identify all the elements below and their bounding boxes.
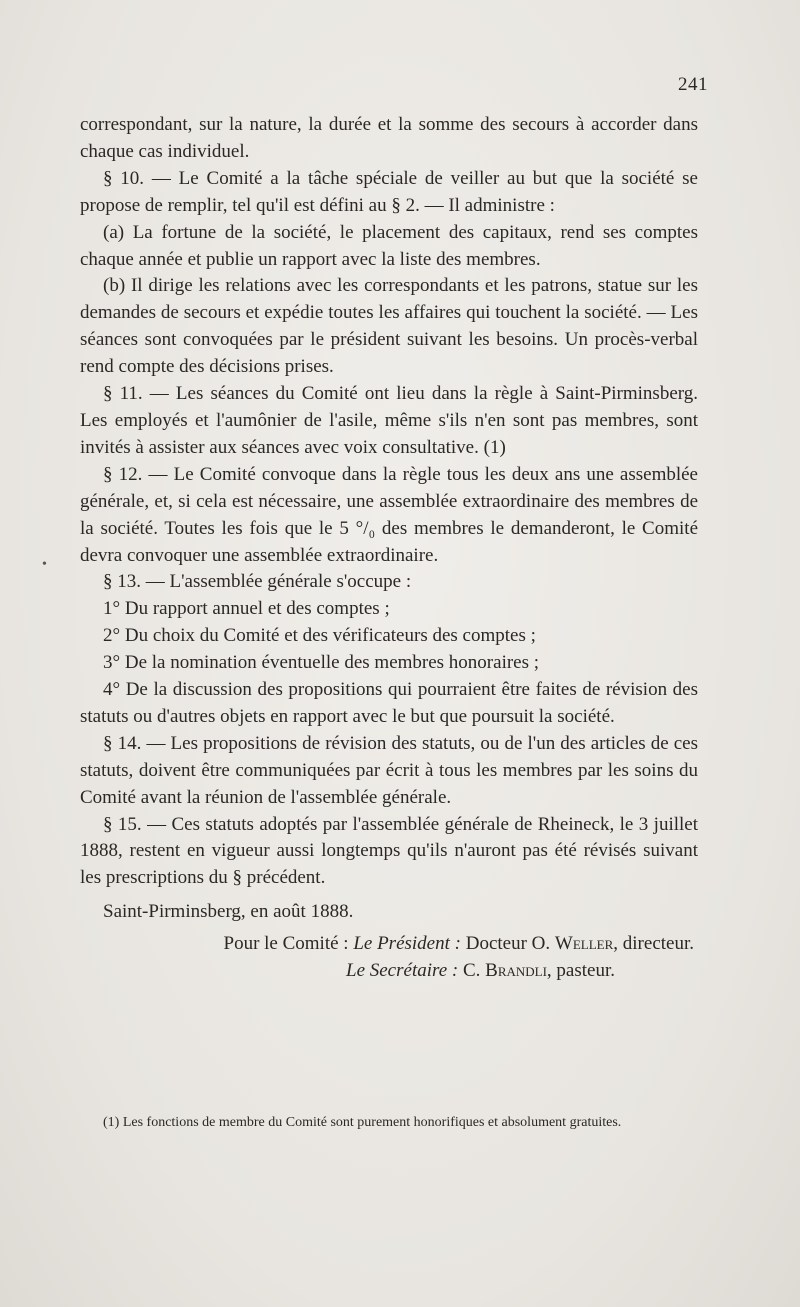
paragraph-continuation: correspondant, sur la nature, la durée et la somme des secours à accorder dans chaque cas individuel. — [80, 114, 698, 162]
president-role: Le Président : — [353, 933, 461, 955]
president-suffix: , directeur. — [613, 933, 694, 955]
secretary-name: Brandli — [485, 960, 547, 982]
article-11: § 11. — Les séances du Comité ont lieu dans la règle à Saint-Pirminsberg. Les employés et l'aumônier de l'asile, même s'ils n'en sont pas membres, sont invités à assister aux séances avec voix consultative. (1) — [80, 383, 698, 458]
president-name: Weller — [554, 933, 614, 955]
article-13-item-3: 3° De la nomination éventuelle des membres honoraires ; — [103, 652, 540, 674]
signature-secretary — [80, 958, 698, 985]
article-10-b: (b) Il dirige les relations avec les correspondants et les patrons, statue sur les demandes de secours et expédie toutes les affaires qui touchent la société. — Les séances sont convoquées par le président suivant les besoins. Un procès-verbal rend compte des décisions prises. — [80, 275, 698, 378]
margin-mark: • — [42, 557, 47, 572]
secretary-initial: C. — [462, 960, 481, 982]
article-12: § 12. — Le Comité convoque dans la règle tous les deux ans une assemblée générale, et, si cela est nécessaire, une assemblée extraordinaire des membres de la société. Toutes les fois que le 5 °/₀ des membres le demanderont, le Comité devra convoquer une assemblée extraordinaire. — [80, 463, 698, 566]
secretary-role: Le Secrétaire : — [346, 960, 459, 982]
footnote: (1) Les fonctions de membre du Comité sont purement honorifiques et absolument gratuites. — [103, 1115, 622, 1130]
signature-president — [80, 931, 698, 958]
article-14: § 14. — Les propositions de révision des statuts, ou de l'un des articles de ces statuts, doivent être communiquées par écrit à tous les membres par les soins du Comité avant la réunion de l'assemblée générale. — [80, 732, 698, 808]
article-10: § 10. — Le Comité a la tâche spéciale de veiller au but que la société se propose de remplir, tel qu'il est défini au § 2. — Il administre : — [80, 167, 698, 216]
committee-label: Pour le Comité : — [223, 933, 349, 955]
article-13-item-1: 1° Du rapport annuel et des comptes ; — [103, 598, 390, 620]
body-text — [80, 112, 698, 985]
secretary-suffix: , pasteur. — [546, 960, 615, 982]
president-title: Docteur O. — [465, 933, 551, 955]
page-number: 241 — [678, 74, 708, 95]
article-15: § 15. — Ces statuts adoptés par l'assemblée générale de Rheineck, le 3 juillet 1888, restent en vigueur aussi longtemps qu'ils n'auront pas été révisés suivant les prescriptions du § précédent. — [80, 813, 698, 889]
article-13: § 13. — L'assemblée générale s'occupe : — [103, 571, 412, 593]
article-10-a: (a) La fortune de la société, le placement des capitaux, rend ses comptes chaque année et publie un rapport avec la liste des membres. — [80, 221, 698, 270]
article-13-item-2: 2° Du choix du Comité et des vérificateurs des comptes ; — [103, 625, 536, 647]
article-13-item-4: 4° De la discussion des propositions qui pourraient être faites de révision des statuts ou d'autres objets en rapport avec le but que poursuit la société. — [80, 679, 698, 727]
place-date: Saint-Pirminsberg, en août 1888. — [103, 901, 354, 923]
